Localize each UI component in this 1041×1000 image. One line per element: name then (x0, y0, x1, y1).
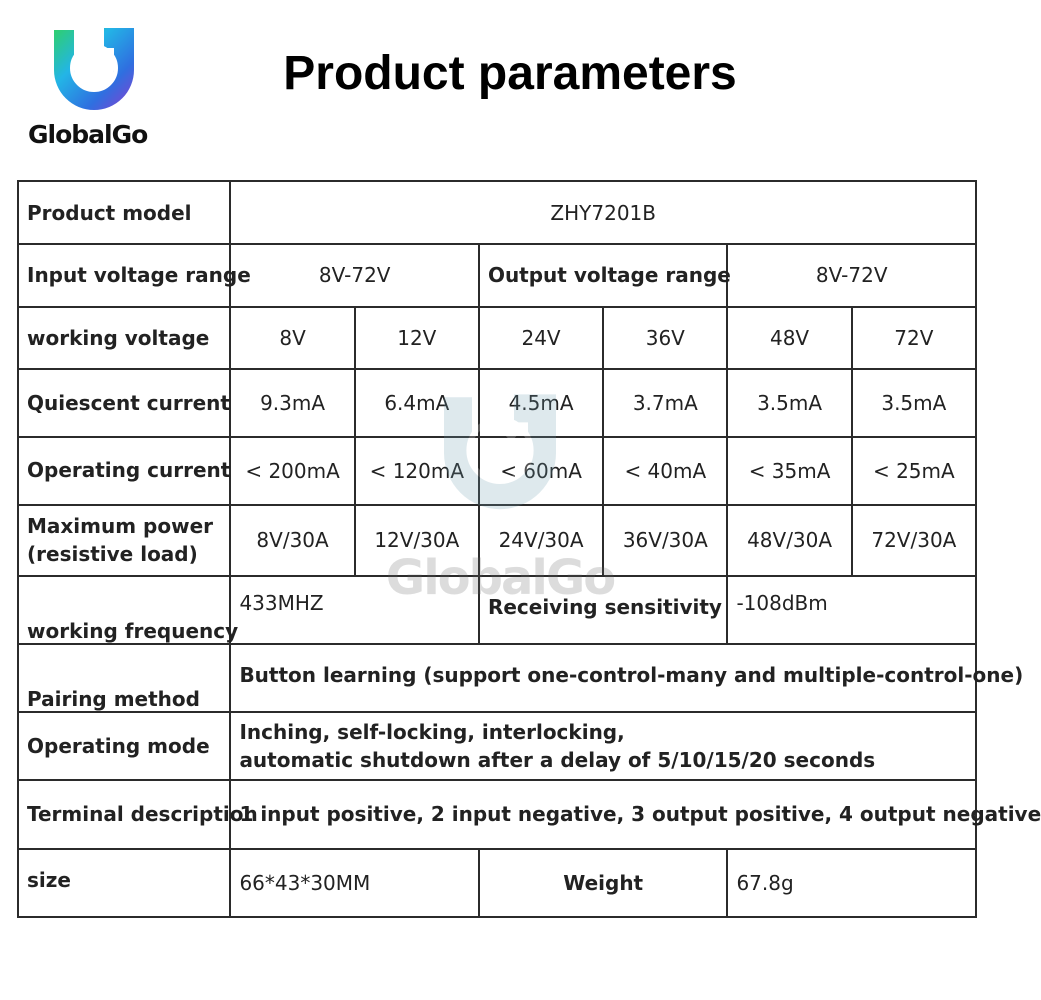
row-operating-mode (18, 712, 976, 780)
operating-current-value: < 40mA (603, 437, 727, 505)
output-voltage-range-label: Output voltage range (479, 244, 728, 306)
working-voltage-value: 36V (603, 307, 727, 369)
page-title: Product parameters (283, 47, 737, 100)
working-frequency-label: working frequency (18, 576, 230, 644)
operating-current-value: < 35mA (727, 437, 851, 505)
maximum-power-value: 8V/30A (230, 505, 354, 575)
receiving-sensitivity-value: -108dBm (727, 576, 976, 644)
row-quiescent-current (18, 369, 976, 437)
quiescent-current-value: 4.5mA (479, 369, 603, 437)
row-maximum-power (18, 505, 976, 575)
row-terminal-description (18, 780, 976, 848)
operating-mode-value-line2: automatic shutdown after a delay of 5/10/15/20 seconds (239, 748, 876, 773)
row-pairing-method (18, 644, 976, 712)
row-product-model (18, 181, 976, 244)
pairing-method-value: Button learning (support one-control-many and multiple-control-one) (230, 644, 976, 712)
operating-current-value: < 60mA (479, 437, 603, 505)
input-voltage-range-value: 8V-72V (230, 244, 479, 306)
operating-current-value: < 25mA (852, 437, 976, 505)
operating-current-value: < 120mA (355, 437, 479, 505)
maximum-power-label-line2: (resistive load) (27, 542, 198, 567)
operating-current-label: Operating current (18, 437, 230, 505)
working-voltage-value: 24V (479, 307, 603, 369)
brand-name: GlobalGo (28, 120, 148, 149)
quiescent-current-label: Quiescent current (18, 369, 230, 437)
watermark-text: GlobalGo (385, 550, 615, 606)
working-voltage-value: 12V (355, 307, 479, 369)
pairing-method-label: Pairing method (18, 644, 230, 712)
product-parameters-table (17, 180, 1041, 918)
operating-mode-label: Operating mode (18, 712, 230, 780)
quiescent-current-value: 9.3mA (230, 369, 354, 437)
quiescent-current-value: 3.7mA (603, 369, 727, 437)
receiving-sensitivity-label: Receiving sensitivity (479, 576, 728, 644)
row-voltage-range (18, 244, 976, 306)
maximum-power-value: 48V/30A (727, 505, 851, 575)
row-working-voltage (18, 307, 976, 369)
maximum-power-value: 12V/30A (355, 505, 479, 575)
size-label: size (18, 849, 230, 917)
terminal-description-value: 1 input positive, 2 input negative, 3 output positive, 4 output negative (230, 780, 976, 848)
product-model-label: Product model (18, 181, 230, 244)
operating-mode-value (230, 712, 976, 780)
maximum-power-value: 36V/30A (603, 505, 727, 575)
working-voltage-value: 72V (852, 307, 976, 369)
size-value: 66*43*30MM (230, 849, 479, 917)
quiescent-current-value: 6.4mA (355, 369, 479, 437)
row-operating-current (18, 437, 976, 505)
working-voltage-value: 48V (727, 307, 851, 369)
quiescent-current-value: 3.5mA (852, 369, 976, 437)
output-voltage-range-value: 8V-72V (727, 244, 976, 306)
weight-value: 67.8g (727, 849, 976, 917)
row-size-weight (18, 849, 976, 917)
working-voltage-label: working voltage (18, 307, 230, 369)
operating-mode-value-line1: Inching, self-locking, interlocking, (239, 720, 625, 745)
operating-current-value: < 200mA (230, 437, 354, 505)
brand-logo-icon (44, 22, 144, 117)
working-frequency-value: 433MHZ (230, 576, 479, 644)
working-voltage-value: 8V (230, 307, 354, 369)
terminal-description-label: Terminal description (18, 780, 230, 848)
product-model-value: ZHY7201B (230, 181, 976, 244)
quiescent-current-value: 3.5mA (727, 369, 851, 437)
maximum-power-label (18, 505, 230, 575)
maximum-power-value: 24V/30A (479, 505, 603, 575)
row-working-frequency (18, 576, 976, 644)
maximum-power-label-line1: Maximum power (27, 514, 213, 539)
brand-logo (28, 22, 168, 147)
maximum-power-value: 72V/30A (852, 505, 976, 575)
input-voltage-range-label: Input voltage range (18, 244, 230, 306)
weight-label: Weight (479, 849, 728, 917)
